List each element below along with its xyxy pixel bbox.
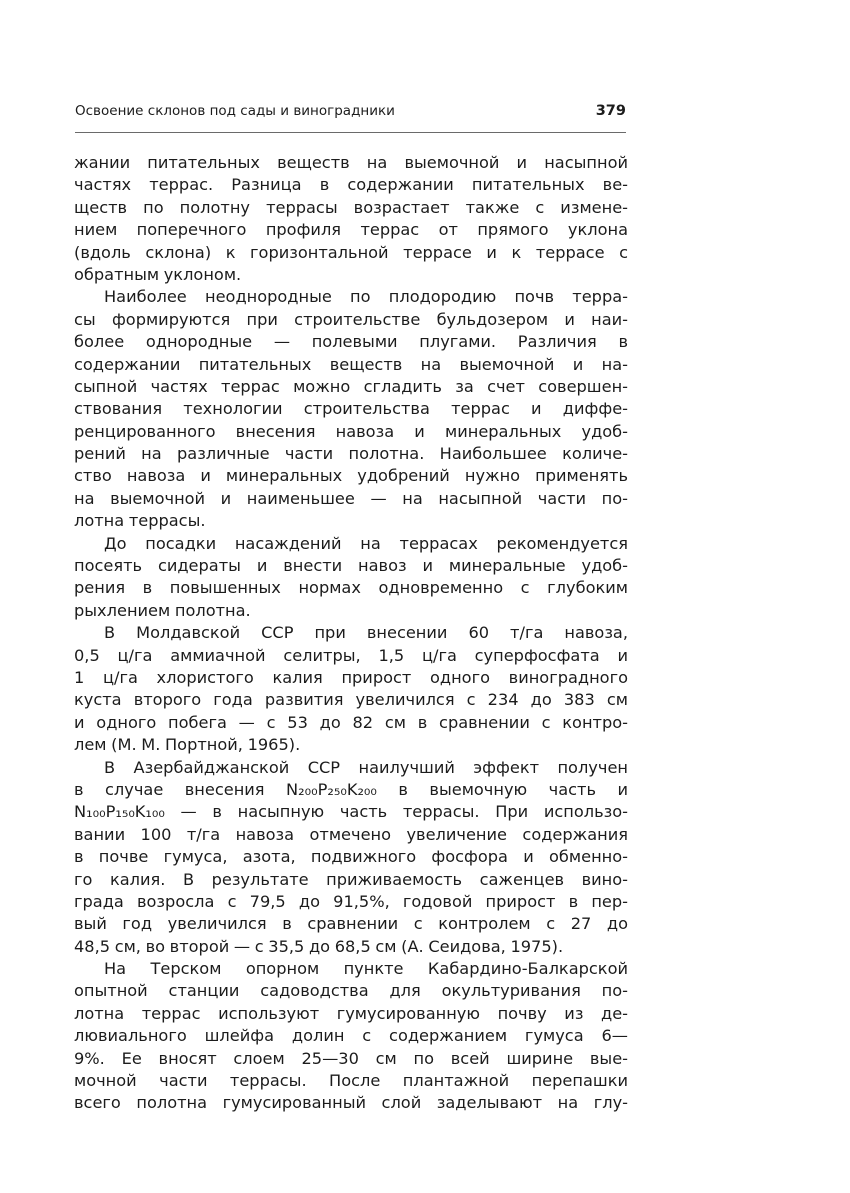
text-line: града возросла с 79,5 до 91,5%, годовой прирост в пер- <box>74 891 628 911</box>
text-line: го калия. В результате приживаемость саженцев вино- <box>74 869 628 889</box>
body-text <box>74 152 628 1115</box>
paragraph <box>74 533 628 623</box>
text-line: рений на различные части полотна. Наибольшее количе- <box>74 444 628 464</box>
text-line: N₁₀₀P₁₅₀K₁₀₀ — в насыпную часть террасы. При использо- <box>74 802 628 822</box>
text-line: опытной станции садоводства для окультуривания по- <box>74 981 628 1001</box>
text-line: В Молдавской ССР при внесении 60 т/га навоза, <box>104 623 628 643</box>
text-line: ществ по полотну террасы возрастает также с измене- <box>74 197 628 217</box>
text-line: более однородные — полевыми плугами. Различия в <box>74 332 628 352</box>
text-line: в почве гумуса, азота, подвижного фосфора и обменно- <box>74 847 628 867</box>
text-line: в случае внесения N₂₀₀P₂₅₀K₂₀₀ в выемочную часть и <box>74 779 628 799</box>
text-line: на выемочной и наименьшее — на насыпной части по- <box>74 488 628 508</box>
page-number: 379 <box>595 103 626 119</box>
text-line: 9%. Ее вносят слоем 25—30 см по всей ширине вые- <box>74 1048 628 1068</box>
text-line: 48,5 см, во второй — с 35,5 до 68,5 см (А. Сеидова, 1975). <box>74 936 564 956</box>
text-line: содержании питательных веществ на выемочной и на- <box>74 354 628 374</box>
text-line: 1 ц/га хлористого калия прирост одного виноградного <box>74 667 628 687</box>
text-line: ствования технологии строительства террас и диффе- <box>74 399 628 419</box>
text-line: ренцированного внесения навоза и минеральных удоб- <box>74 421 628 441</box>
text-line: частях террас. Разница в содержании питательных ве- <box>74 175 628 195</box>
paragraph <box>74 622 628 756</box>
text-line: мочной части террасы. После плантажной перепашки <box>74 1071 628 1091</box>
text-line: лотна террас используют гумусированную почву из де- <box>74 1003 628 1023</box>
text-line: лотна террасы. <box>74 511 206 531</box>
paragraph <box>74 152 628 286</box>
text-line: лювиального шлейфа долин с содержанием гумуса 6— <box>74 1026 628 1046</box>
text-line: Наиболее неоднородные по плодородию почв терра- <box>104 287 628 307</box>
header-rule <box>75 132 626 133</box>
running-title: Освоение склонов под сады и виноградники <box>75 103 395 119</box>
text-line: На Терском опорном пункте Кабардино-Балкарской <box>104 959 628 979</box>
text-line: сы формируются при строительстве бульдозером и наи- <box>74 309 628 329</box>
text-line: лем (М. М. Портной, 1965). <box>74 735 301 755</box>
text-line: До посадки насаждений на террасах рекомендуется <box>104 533 628 553</box>
text-line: рыхлением полотна. <box>74 600 251 620</box>
text-line: жании питательных веществ на выемочной и насыпной <box>74 153 628 172</box>
text-line: 0,5 ц/га аммиачной селитры, 1,5 ц/га суперфосфата и <box>74 645 628 665</box>
text-line: куста второго года развития увеличился с 234 до 383 см <box>74 690 628 710</box>
text-line: нием поперечного профиля террас от прямого уклона <box>74 220 628 240</box>
text-line: обратным уклоном. <box>74 264 242 284</box>
text-line: и одного побега — с 53 до 82 см в сравнении с контро- <box>74 712 628 732</box>
text-line: всего полотна гумусированный слой заделывают на глу- <box>74 1093 628 1113</box>
paragraph <box>74 958 628 1115</box>
running-head <box>75 100 626 122</box>
paragraph <box>74 757 628 959</box>
text-line: вый год увеличился в сравнении с контролем с 27 до <box>74 914 628 934</box>
paragraph <box>74 286 628 532</box>
text-line: В Азербайджанской ССР наилучший эффект получен <box>104 757 628 777</box>
text-line: вании 100 т/га навоза отмечено увеличение содержания <box>74 824 628 844</box>
text-line: ство навоза и минеральных удобрений нужно применять <box>74 466 628 486</box>
text-line: сыпной частях террас можно сгладить за счет совершен- <box>74 376 628 396</box>
text-line: посеять сидераты и внести навоз и минеральные удоб- <box>74 556 628 576</box>
text-line: (вдоль склона) к горизонтальной террасе и к террасе с <box>74 242 628 262</box>
text-line: рения в повышенных нормах одновременно с глубоким <box>74 578 628 598</box>
